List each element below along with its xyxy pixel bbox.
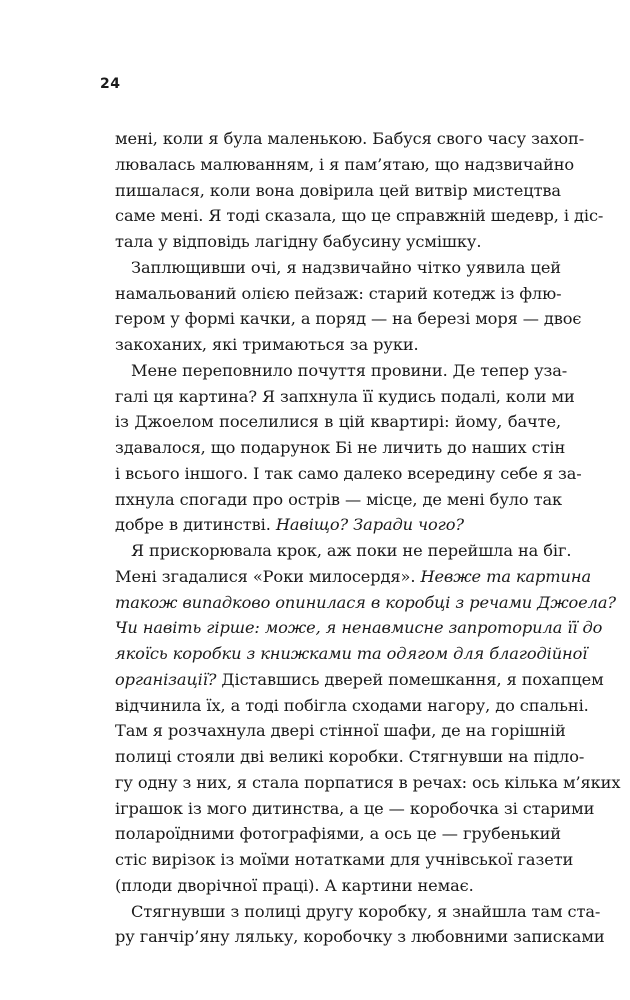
text-line xyxy=(115,615,603,641)
italic-text: також випадково опинилася в коробці з речами Джоела? xyxy=(115,592,616,612)
text-segment: галі ця картина? Я запхнула її кудись подалі, коли ми xyxy=(115,386,575,406)
book-text xyxy=(115,126,621,950)
text-line xyxy=(115,461,582,487)
text-segment: мені, коли я була маленькою. Бабуся свого часу захоп- xyxy=(115,129,585,148)
text-line xyxy=(115,487,561,513)
text-segment: намальований олією пейзаж: старий котедж із флю- xyxy=(115,283,562,303)
text-line xyxy=(115,332,561,358)
paragraph xyxy=(115,126,604,255)
text-line xyxy=(115,821,561,847)
text-line xyxy=(115,178,561,204)
text-segment: полароїдними фотографіями, а ось це — грубенький xyxy=(115,824,561,844)
italic-text: організації? xyxy=(115,669,217,689)
text-segment: (плоди дворічної праці). А картини немає. xyxy=(115,875,474,895)
text-line xyxy=(115,409,561,435)
text-line xyxy=(115,770,621,796)
text-line xyxy=(115,538,572,564)
paragraph xyxy=(115,358,582,538)
text-segment: пишалася, коли вона довірила цей витвір мистецтва xyxy=(115,180,561,200)
text-segment: пхнула спогади про острів — місце, де мені було так xyxy=(115,489,563,509)
italic-text: Невже та картина xyxy=(420,566,591,586)
text-line xyxy=(115,126,585,152)
text-line xyxy=(115,203,604,229)
text-segment: гу одну з них, я стала порпатися в речах: ось кілька м’яких xyxy=(115,772,621,792)
text-segment: іграшок із мого дитинства, а це — коробочка зі старими xyxy=(115,798,595,818)
italic-text: якоїсь коробки з книжками та одягом для благодійної xyxy=(115,644,588,663)
italic-text: Навіщо? Заради чого? xyxy=(275,515,464,535)
text-segment: лювалась малюванням, і я пам’ятаю, що надзвичайно xyxy=(115,154,575,174)
text-line xyxy=(115,590,616,616)
text-segment: Заплющивши очі, я надзвичайно чітко уявила цей xyxy=(131,257,561,277)
text-segment: саме мені. Я тоді сказала, що це справжній шедевр, і діс- xyxy=(115,206,604,226)
text-segment: добре в дитинстві. xyxy=(115,515,276,535)
text-line xyxy=(115,873,561,899)
text-segment: полиці стояли дві великі коробки. Стягнувши на підло- xyxy=(115,747,585,766)
text-line xyxy=(115,693,589,719)
text-segment: стіс вирізок із моїми нотатками для учнівської газети xyxy=(115,850,574,869)
text-line xyxy=(115,255,561,281)
text-segment: гером у формі качки, а поряд — на березі моря — двоє xyxy=(115,309,582,329)
text-segment: Я прискорювала крок, аж поки не перейшла на біг. xyxy=(131,541,572,560)
text-segment: Діставшись дверей помешкання, я похапцем xyxy=(216,669,604,689)
text-segment: Мене переповнило почуття провини. Де тепер уза- xyxy=(131,360,568,380)
text-segment: Мені згадалися «Роки милосердя». xyxy=(115,566,421,586)
text-segment: здавалося, що подарунок Бі не личить до наших стін xyxy=(115,438,566,457)
text-segment: закоханих, які тримаються за руки. xyxy=(115,335,419,354)
text-line xyxy=(115,435,566,461)
italic-text: Чи навіть гірше: може, я ненавмисне запроторила її до xyxy=(115,618,603,638)
text-line xyxy=(115,667,604,693)
text-line xyxy=(115,744,585,770)
paragraph xyxy=(115,899,605,951)
text-line xyxy=(115,796,595,822)
text-line xyxy=(115,512,561,538)
text-segment: і всього іншого. І так само далеко всередину себе я за- xyxy=(115,463,582,483)
text-segment: Стягнувши з полиці другу коробку, я знайшла там ста- xyxy=(131,901,601,921)
paragraph xyxy=(115,538,621,899)
text-line xyxy=(115,924,605,950)
text-line xyxy=(115,641,588,667)
text-line xyxy=(115,899,601,925)
text-segment: із Джоелом поселилися в цій квартирі: йому, бачте, xyxy=(115,412,561,432)
paragraph xyxy=(115,255,582,358)
text-line xyxy=(115,306,582,332)
text-segment: відчинила їх, а тоді побігла сходами нагору, до спальні. xyxy=(115,695,589,715)
text-line xyxy=(115,358,568,384)
text-line xyxy=(115,564,591,590)
text-segment: тала у відповідь лагідну бабусину усмішку. xyxy=(115,232,482,251)
page-number: 24 xyxy=(100,76,121,92)
text-line xyxy=(115,281,561,307)
text-segment: Там я розчахнула двері стінної шафи, де на горішній xyxy=(115,721,566,741)
text-segment: ру ганчір’яну ляльку, коробочку з любовними записками xyxy=(115,927,605,947)
text-line xyxy=(115,847,574,873)
text-line xyxy=(115,384,575,410)
text-line xyxy=(115,229,561,255)
text-line xyxy=(115,718,566,744)
text-line xyxy=(115,152,575,178)
